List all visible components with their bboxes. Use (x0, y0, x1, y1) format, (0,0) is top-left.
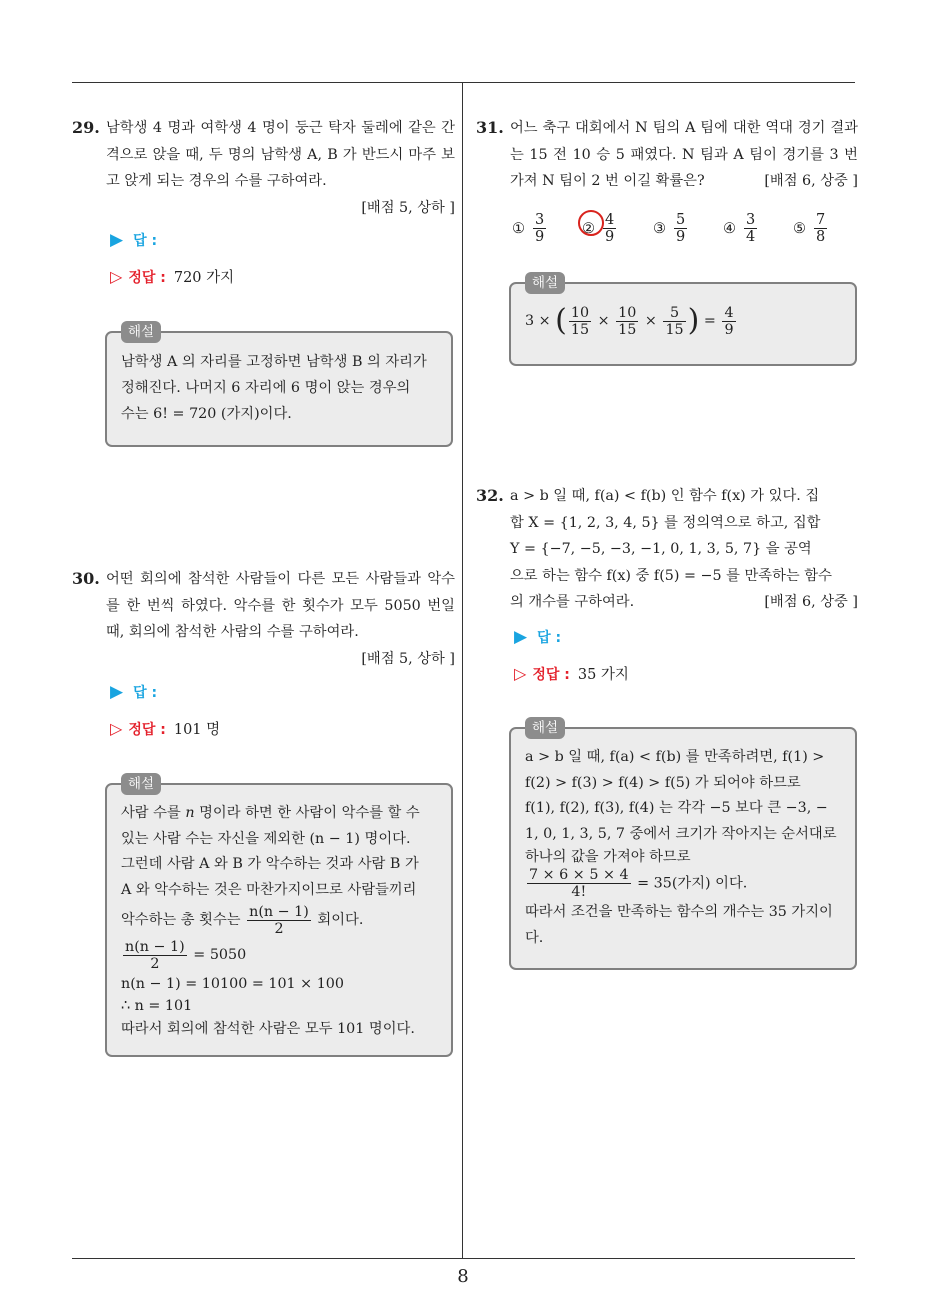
answer-label: 답 : (537, 630, 562, 646)
text-line: 합 X = {1, 2, 3, 4, 5} 를 정의역으로 하고, 집합 (510, 514, 821, 531)
fraction (527, 867, 631, 900)
choice-marker: ④ (723, 220, 736, 237)
equation-rhs: = 5050 (193, 947, 247, 963)
text-line: Y = {−7, −5, −3, −1, 0, 1, 3, 5, 7} 을 공역 (510, 541, 812, 557)
denominator: 4 (746, 229, 756, 245)
play-icon: ▶ (514, 627, 528, 647)
correct-label: 정답 : (128, 270, 166, 286)
solution-line: 따라서 회의에 참석한 사람은 모두 101 명이다. (121, 1021, 415, 1037)
bottom-rule (72, 1258, 855, 1259)
denominator: 9 (724, 321, 734, 338)
solution-line: 있는 사람 수는 자신을 제외한 (n − 1) 명이다. (121, 830, 411, 847)
equation-line (525, 867, 841, 900)
equation-line (525, 304, 841, 338)
text: 명이라 하면 한 사람이 악수를 할 수 (194, 805, 420, 821)
numerator: 10 (570, 304, 590, 321)
text-line: a > b 일 때, f(a) < f(b) 인 함수 f(x) 가 있다. 집 (510, 488, 820, 504)
fraction (533, 212, 546, 245)
denominator: 9 (535, 229, 545, 245)
fraction (247, 904, 311, 937)
problem-number: 31. (476, 118, 504, 137)
choice-list (512, 212, 852, 252)
numerator: 10 (618, 304, 637, 321)
problem-text (510, 115, 858, 195)
choice-marker: ⑤ (793, 220, 806, 237)
answer-line (110, 230, 157, 250)
solution-box (509, 275, 857, 366)
solution-line: 정해진다. 나머지 6 자리에 6 명이 앉는 경우의 (121, 380, 411, 396)
choice-marker: ② (582, 220, 595, 237)
text-line: 으로 하는 함수 f(x) 중 f(5) = −5 를 만족하는 함수 (510, 567, 832, 584)
equation-line: n(n − 1) = 10100 = 101 × 100 (121, 976, 344, 992)
problem-30 (72, 566, 455, 672)
fraction (123, 939, 187, 972)
solution-line (121, 903, 437, 937)
problem-number: 32. (476, 486, 504, 505)
choice-marker: ③ (653, 220, 666, 237)
solution-line: f(1), f(2), f(3), f(4) 는 각각 −5 보다 큰 −3, − (525, 800, 828, 816)
solution-tag: 해설 (525, 717, 565, 739)
fraction (722, 305, 735, 338)
fraction (569, 305, 591, 338)
correct-answer (110, 718, 220, 739)
variable: n (185, 805, 195, 821)
text-line (510, 589, 858, 616)
text: 회이다. (312, 912, 364, 928)
solution-line: 그런데 사람 A 와 B 가 악수하는 것과 사람 B 가 (121, 856, 419, 872)
times-sign: × (644, 313, 657, 329)
fraction (616, 305, 638, 338)
denominator: 2 (274, 920, 284, 937)
problem-text (510, 483, 858, 616)
play-icon: ▶ (110, 682, 124, 702)
page-number: 8 (457, 1266, 469, 1287)
triangle-icon: ▷ (514, 664, 527, 683)
numerator: 7 (816, 212, 826, 228)
solution-box (509, 720, 857, 970)
solution-line: 남학생 A 의 자리를 고정하면 남학생 B 의 자리가 (121, 354, 427, 370)
equation-rhs: = 35(가지) 이다. (637, 875, 748, 892)
solution-line: f(2) > f(3) > f(4) > f(5) 가 되어야 하므로 (525, 774, 801, 791)
fraction (603, 212, 616, 245)
numerator: 4 (724, 304, 734, 321)
problem-32 (476, 483, 858, 616)
solution-tag: 해설 (121, 773, 161, 795)
problem-meta: [배점 5, 상하 ] (361, 199, 455, 216)
problem-meta: [배점 5, 상하 ] (361, 650, 455, 667)
problem-meta: [배점 6, 상중 ] (764, 594, 858, 610)
denominator: 15 (665, 321, 684, 338)
paren-close: ) (687, 303, 700, 338)
denominator: 4! (571, 884, 587, 900)
problem-number: 30. (72, 569, 100, 588)
numerator: 4 (605, 212, 615, 228)
choice-1[interactable] (512, 212, 548, 245)
problem-31 (476, 115, 858, 195)
times-sign: × (597, 313, 610, 329)
fraction (674, 212, 687, 245)
numerator: n(n − 1) (249, 903, 309, 920)
numerator: 7 × 6 × 5 × 4 (529, 867, 629, 883)
solution-tag: 해설 (525, 272, 565, 294)
choice-5[interactable] (793, 212, 829, 245)
answer-line (514, 627, 561, 647)
solution-line: 수는 6! = 720 (가지)이다. (121, 406, 292, 422)
problem-29 (72, 115, 455, 221)
coefficient: 3 × (525, 313, 551, 329)
solution-line: 1, 0, 1, 3, 5, 7 중에서 크기가 작아지는 순서대로 (525, 825, 837, 842)
numerator: 5 (676, 212, 686, 228)
problem-number: 29. (72, 118, 100, 137)
denominator: 15 (618, 321, 637, 338)
correct-value: 720 가지 (173, 270, 235, 286)
denominator: 9 (605, 229, 615, 245)
choice-4[interactable] (723, 212, 759, 245)
solution-box (105, 776, 453, 1057)
problem-text: 남학생 4 명과 여학생 4 명이 둥근 탁자 둘레에 같은 간격으로 앉을 때, 두 명의 남학생 A, B 가 반드시 마주 보고 앉게 되는 경우의 수를 구하여라. (106, 120, 455, 189)
solution-line: 따라서 조건을 만족하는 함수의 개수는 35 가지이 (525, 904, 833, 920)
numerator: 5 (663, 305, 685, 322)
text: 악수하는 총 횟수는 (121, 912, 246, 928)
solution-tag: 해설 (121, 321, 161, 343)
text: 사람 수를 (121, 805, 186, 821)
answer-label: 답 : (133, 233, 158, 249)
solution-line: A 와 악수하는 것은 마찬가지이므로 사람들끼리 (121, 881, 417, 898)
fraction (814, 212, 827, 245)
correct-label: 정답 : (532, 667, 570, 683)
equation-line (121, 937, 437, 973)
correct-answer (514, 663, 629, 684)
paren-open: ( (555, 303, 567, 338)
numerator: 3 (746, 212, 756, 228)
numerator: n(n − 1) (125, 938, 185, 955)
problem-meta: [배점 6, 상중 ] (764, 173, 858, 189)
answer-line (110, 682, 157, 702)
fraction (744, 212, 757, 245)
fraction (663, 305, 685, 338)
choice-3[interactable] (653, 212, 689, 245)
solution-line: 하나의 값을 가져야 하므로 (525, 849, 691, 865)
choice-2[interactable] (582, 212, 618, 245)
denominator: 8 (816, 229, 826, 245)
text: 어느 축구 대회에서 N 팀의 A 팀에 대한 역대 경기 결과는 15 전 10 승 5 패였다. N 팀과 A 팀이 경기를 3 번 가져 N 팀이 2 번 이길 확률은? (510, 120, 858, 189)
solution-line: a > b 일 때, f(a) < f(b) 를 만족하려면, f(1) > (525, 749, 825, 765)
triangle-icon: ▷ (110, 267, 123, 286)
problem-text: 어떤 회의에 참석한 사람들이 다른 모든 사람들과 악수를 한 번씩 하였다. 악수를 한 횟수가 모두 5050 번일 때, 회의에 참석한 사람의 수를 구하여라. (106, 571, 455, 640)
denominator: 15 (570, 321, 590, 338)
play-icon: ▶ (110, 230, 124, 250)
denominator: 9 (676, 229, 686, 245)
choice-marker: ① (512, 220, 525, 237)
selected-circle-icon (578, 210, 604, 236)
numerator: 3 (535, 212, 545, 228)
answer-label: 답 : (133, 685, 158, 701)
equation-line: ∴ n = 101 (121, 998, 193, 1014)
correct-label: 정답 : (128, 722, 166, 738)
triangle-icon: ▷ (110, 719, 123, 738)
correct-value: 35 가지 (577, 667, 629, 683)
text: 의 개수를 구하여라. (510, 594, 635, 610)
column-divider (462, 83, 463, 1258)
top-rule (72, 82, 855, 83)
correct-value: 101 명 (173, 722, 221, 738)
solution-line: 다. (525, 929, 544, 946)
correct-answer (110, 266, 234, 287)
solution-box (105, 324, 453, 447)
equals-sign: = (703, 313, 716, 329)
solution-line (121, 801, 437, 827)
denominator: 2 (150, 955, 160, 972)
